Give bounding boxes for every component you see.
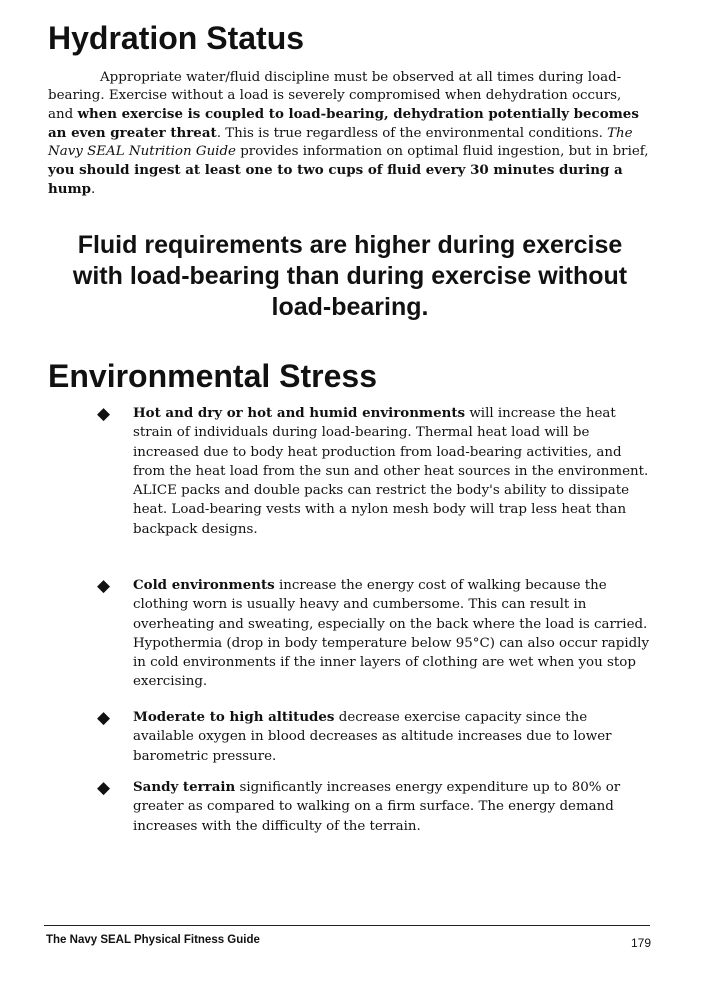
para-text: . This is true regardless of the environmental conditions. — [216, 126, 608, 141]
list-item-body: significantly increases energy expenditure up to 80% or greater as compared to walking on a firm surface. The energy demand increases with the difficulty of the terrain. — [133, 780, 621, 834]
diamond-bullet-icon: ◆ — [97, 576, 111, 596]
list-item-text — [133, 708, 650, 766]
list-item-bold: Moderate to high altitudes — [133, 709, 335, 725]
para-text: . — [91, 182, 96, 197]
book-title-italic: The Navy SEAL Nutrition Guide — [48, 126, 633, 159]
list-item-text — [133, 778, 650, 836]
hydration-paragraph — [48, 69, 650, 199]
list-item-body: will increase the heat strain of individuals during load-bearing. Thermal heat load will be increased due to body heat production from load-bearing activities, and from the heat load from the sun and other heat sources in the environment. ALICE packs and double packs can restrict the body's ability to dissipate heat. Load-bearing vests with a nylon mesh body will trap less heat than backpack designs. — [133, 406, 649, 537]
list-item-body: decrease exercise capacity since the available oxygen in blood decreases as altitude increases due to lower barometric pressure. — [133, 710, 612, 764]
para-text: Appropriate water/fluid discipline must be observed at all times during load-bearing. Exercise without a load is severely compromised when dehydration occurs, and — [48, 70, 622, 122]
footer-book-title: The Navy SEAL Physical Fitness Guide — [46, 934, 260, 946]
callout-statement: Fluid requirements are higher during exercise with load-bearing than during exercise without load-bearing. — [72, 231, 628, 321]
para-text: provides information on optimal fluid ingestion, but in brief, — [235, 144, 649, 159]
page-number: 179 — [630, 936, 651, 950]
para-bold-text: you should ingest at least one to two cups of fluid every 30 minutes during a hump — [48, 162, 623, 197]
para-bold-text: when exercise is coupled to load-bearing, dehydration potentially becomes an even greater threat — [48, 106, 639, 141]
diamond-bullet-icon: ◆ — [97, 708, 111, 728]
list-item-body: increase the energy cost of walking because the clothing worn is usually heavy and cumbersome. This can result in overheating and sweating, especially on the back where the load is carried. Hypothermia (drop in body temperature below 95°C) can also occur rapidly in cold environments if the inner layers of clothing are wet when you stop exercising. — [133, 578, 650, 690]
list-item-text — [133, 404, 650, 539]
diamond-bullet-icon: ◆ — [97, 404, 111, 424]
list-item-bold: Cold environments — [133, 577, 275, 593]
footer-divider — [44, 925, 650, 926]
section-heading-environmental-stress: Environmental Stress — [48, 358, 377, 394]
diamond-bullet-icon: ◆ — [97, 778, 111, 798]
list-item-text — [133, 576, 650, 692]
list-item-bold: Hot and dry or hot and humid environments — [133, 405, 466, 421]
list-item-bold: Sandy terrain — [133, 779, 236, 795]
section-heading-hydration: Hydration Status — [48, 20, 305, 56]
